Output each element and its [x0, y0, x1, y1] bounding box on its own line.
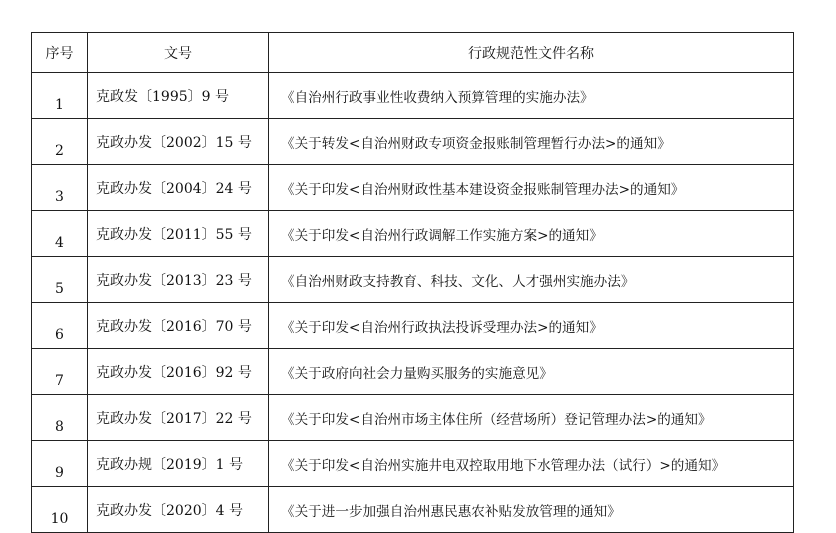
table-row	[32, 487, 794, 533]
row-doc-number: 克政办发〔2013〕23 号	[88, 257, 269, 303]
row-doc-number: 克政办发〔2016〕70 号	[88, 303, 269, 349]
row-doc-number: 克政办发〔2020〕4 号	[88, 487, 269, 533]
table-row	[32, 303, 794, 349]
row-doc-number: 克政办发〔2004〕24 号	[88, 165, 269, 211]
row-seq: 3	[32, 165, 88, 211]
header-doc-title: 行政规范性文件名称	[269, 33, 794, 73]
row-doc-title: 《关于印发<自治州实施井电双控取用地下水管理办法（试行）>的通知》	[269, 441, 794, 487]
row-doc-title: 《关于进一步加强自治州惠民惠农补贴发放管理的通知》	[269, 487, 794, 533]
header-seq: 序号	[32, 33, 88, 73]
table-row	[32, 257, 794, 303]
row-seq: 4	[32, 211, 88, 257]
row-seq: 6	[32, 303, 88, 349]
row-doc-title: 《关于转发<自治州财政专项资金报账制管理暂行办法>的通知》	[269, 119, 794, 165]
row-doc-number: 克政发〔1995〕9 号	[88, 73, 269, 119]
row-doc-title: 《关于印发<自治州市场主体住所（经营场所）登记管理办法>的通知》	[269, 395, 794, 441]
table-row	[32, 441, 794, 487]
row-doc-title: 《关于印发<自治州财政性基本建设资金报账制管理办法>的通知》	[269, 165, 794, 211]
table-body	[32, 73, 794, 533]
table-row	[32, 211, 794, 257]
row-seq: 8	[32, 395, 88, 441]
header-doc-number: 文号	[88, 33, 269, 73]
row-doc-title: 《自治州财政支持教育、科技、文化、人才强州实施办法》	[269, 257, 794, 303]
row-doc-title: 《关于印发<自治州行政执法投诉受理办法>的通知》	[269, 303, 794, 349]
header-row	[32, 33, 794, 73]
table-row	[32, 73, 794, 119]
regulatory-documents-table	[31, 32, 794, 533]
row-seq: 9	[32, 441, 88, 487]
row-doc-number: 克政办发〔2016〕92 号	[88, 349, 269, 395]
row-doc-number: 克政办发〔2017〕22 号	[88, 395, 269, 441]
row-doc-number: 克政办规〔2019〕1 号	[88, 441, 269, 487]
row-seq: 7	[32, 349, 88, 395]
row-doc-title: 《关于印发<自治州行政调解工作实施方案>的通知》	[269, 211, 794, 257]
table-row	[32, 395, 794, 441]
table-row	[32, 165, 794, 211]
table-header	[32, 33, 794, 73]
row-seq: 10	[32, 487, 88, 533]
row-doc-number: 克政办发〔2002〕15 号	[88, 119, 269, 165]
row-seq: 2	[32, 119, 88, 165]
row-doc-title: 《自治州行政事业性收费纳入预算管理的实施办法》	[269, 73, 794, 119]
row-seq: 5	[32, 257, 88, 303]
table-row	[32, 119, 794, 165]
row-seq: 1	[32, 73, 88, 119]
table-row	[32, 349, 794, 395]
row-doc-number: 克政办发〔2011〕55 号	[88, 211, 269, 257]
row-doc-title: 《关于政府向社会力量购买服务的实施意见》	[269, 349, 794, 395]
